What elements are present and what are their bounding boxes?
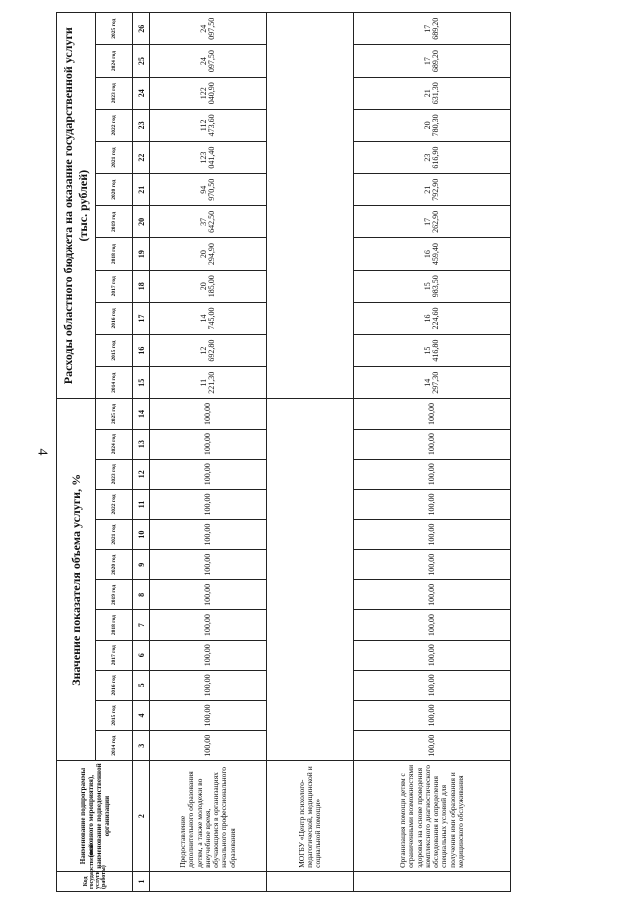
- row-code: [267, 871, 354, 891]
- volume-year-header: 2025 год: [96, 399, 133, 429]
- expense-empty-cell: [267, 13, 354, 399]
- column-number: 16: [133, 335, 150, 367]
- column-number: 24: [133, 77, 150, 109]
- volume-value: 100,00: [354, 520, 511, 550]
- column-number: 6: [133, 640, 150, 670]
- expense-value: 123 041,40: [150, 141, 267, 173]
- volume-value: 100,00: [354, 399, 511, 429]
- column-number: 23: [133, 109, 150, 141]
- expense-year-header: 2017 год: [96, 270, 133, 302]
- volume-year-header: 2024 год: [96, 429, 133, 459]
- row-name: Предоставление дополнительного образования детям, а также молодежи во внеучебное время, обучающимся в организациях начального профессионального образования: [150, 761, 267, 872]
- expense-group-header: Расходы областного бюджета на оказание государственной услуги (тыс. рублей): [57, 13, 96, 399]
- expense-value: 16 224,60: [354, 302, 511, 334]
- column-number: 18: [133, 270, 150, 302]
- expense-year-header: 2025 год: [96, 13, 133, 45]
- volume-value: 100,00: [354, 640, 511, 670]
- expense-year-header: 2022 год: [96, 109, 133, 141]
- volume-value: 100,00: [354, 610, 511, 640]
- column-number: 11: [133, 489, 150, 519]
- volume-year-header: 2019 год: [96, 580, 133, 610]
- volume-group-header: Значение показателя объема услуги, %: [57, 399, 96, 761]
- volume-value: 100,00: [354, 550, 511, 580]
- volume-value: 100,00: [150, 610, 267, 640]
- volume-value: 100,00: [150, 640, 267, 670]
- volume-value: 100,00: [354, 700, 511, 730]
- expense-value: 20 185,00: [150, 270, 267, 302]
- volume-year-header: 2021 год: [96, 520, 133, 550]
- expense-year-header: 2020 год: [96, 174, 133, 206]
- table-row: [267, 13, 354, 892]
- volume-year-header: 2018 год: [96, 610, 133, 640]
- expense-value: 16 459,40: [354, 238, 511, 270]
- volume-value: 100,00: [150, 700, 267, 730]
- expense-value: 20 780,30: [354, 109, 511, 141]
- volume-value: 100,00: [150, 489, 267, 519]
- volume-value: 100,00: [354, 489, 511, 519]
- volume-year-header: 2014 год: [96, 731, 133, 761]
- table-row: [354, 13, 511, 892]
- expense-value: 20 294,90: [150, 238, 267, 270]
- expense-year-header: 2024 год: [96, 45, 133, 77]
- column-number: 12: [133, 459, 150, 489]
- expense-value: 37 642,50: [150, 206, 267, 238]
- volume-value: 100,00: [150, 580, 267, 610]
- code-header: Код государственной услуги (работы): [57, 871, 133, 891]
- expense-value: 21 631,30: [354, 77, 511, 109]
- expense-year-header: 2016 год: [96, 302, 133, 334]
- column-number: 10: [133, 520, 150, 550]
- column-number: 17: [133, 302, 150, 334]
- column-number: 1: [133, 871, 150, 891]
- row-code: [354, 871, 511, 891]
- row-name: Организация помощи детям с ограниченными возможностями здоровья на основе проведения комплексного диагностического обследования и определения специальных условий для получения ими образования и медицинского обслуживания: [354, 761, 511, 872]
- column-number: 15: [133, 367, 150, 399]
- volume-value: 100,00: [150, 429, 267, 459]
- expense-value: 14 745,00: [150, 302, 267, 334]
- expense-year-header: 2023 год: [96, 77, 133, 109]
- expense-value: 94 970,50: [150, 174, 267, 206]
- expense-value: 21 792,90: [354, 174, 511, 206]
- volume-empty-cell: [267, 399, 354, 761]
- expense-value: 112 473,60: [150, 109, 267, 141]
- column-number: 2: [133, 761, 150, 872]
- page-number: 4: [34, 448, 50, 456]
- expense-value: 17 689,20: [354, 13, 511, 45]
- expense-value: 17 689,20: [354, 45, 511, 77]
- volume-value: 100,00: [354, 731, 511, 761]
- expense-value: 15 983,50: [354, 270, 511, 302]
- expense-value: 24 097,50: [150, 13, 267, 45]
- volume-value: 100,00: [354, 580, 511, 610]
- volume-value: 100,00: [150, 550, 267, 580]
- column-number: 9: [133, 550, 150, 580]
- volume-value: 100,00: [150, 731, 267, 761]
- volume-value: 100,00: [150, 670, 267, 700]
- column-number: 8: [133, 580, 150, 610]
- expense-value: 11 221,30: [150, 367, 267, 399]
- volume-value: 100,00: [150, 459, 267, 489]
- volume-value: 100,00: [354, 429, 511, 459]
- budget-table: [56, 12, 511, 892]
- column-number: 13: [133, 429, 150, 459]
- volume-value: 100,00: [150, 399, 267, 429]
- expense-value: 12 692,80: [150, 335, 267, 367]
- name-header: Наименование подпрограммы (основного мероприятия), наименование подведомственной организации: [57, 761, 133, 872]
- column-number: 3: [133, 731, 150, 761]
- table-row: [150, 13, 267, 892]
- volume-value: 100,00: [354, 459, 511, 489]
- expense-value: 15 416,80: [354, 335, 511, 367]
- volume-year-header: 2023 год: [96, 459, 133, 489]
- column-number: 20: [133, 206, 150, 238]
- expense-value: 17 262,90: [354, 206, 511, 238]
- volume-year-header: 2016 год: [96, 670, 133, 700]
- volume-year-header: 2017 год: [96, 640, 133, 670]
- expense-value: 24 097,50: [150, 45, 267, 77]
- column-number-row: [133, 13, 150, 892]
- expense-year-header: 2018 год: [96, 238, 133, 270]
- column-number: 21: [133, 174, 150, 206]
- expense-value: 23 616,90: [354, 141, 511, 173]
- expense-year-header: 2019 год: [96, 206, 133, 238]
- budget-table-rotated: [56, 12, 616, 892]
- column-number: 4: [133, 700, 150, 730]
- expense-year-header: 2014 год: [96, 367, 133, 399]
- column-number: 19: [133, 238, 150, 270]
- column-number: 5: [133, 670, 150, 700]
- row-code: [150, 871, 267, 891]
- column-number: 7: [133, 610, 150, 640]
- expense-year-header: 2015 год: [96, 335, 133, 367]
- column-number: 25: [133, 45, 150, 77]
- volume-value: 100,00: [354, 670, 511, 700]
- volume-year-header: 2022 год: [96, 489, 133, 519]
- column-number: 22: [133, 141, 150, 173]
- volume-year-header: 2020 год: [96, 550, 133, 580]
- column-number: 26: [133, 13, 150, 45]
- expense-value: 122 040,90: [150, 77, 267, 109]
- volume-year-header: 2015 год: [96, 700, 133, 730]
- expense-value: 14 297,30: [354, 367, 511, 399]
- volume-value: 100,00: [150, 520, 267, 550]
- column-number: 14: [133, 399, 150, 429]
- expense-year-header: 2021 год: [96, 141, 133, 173]
- row-name: МОГБУ «Центр психолого-педагогической, медицинской и социальной помощи»: [267, 761, 354, 872]
